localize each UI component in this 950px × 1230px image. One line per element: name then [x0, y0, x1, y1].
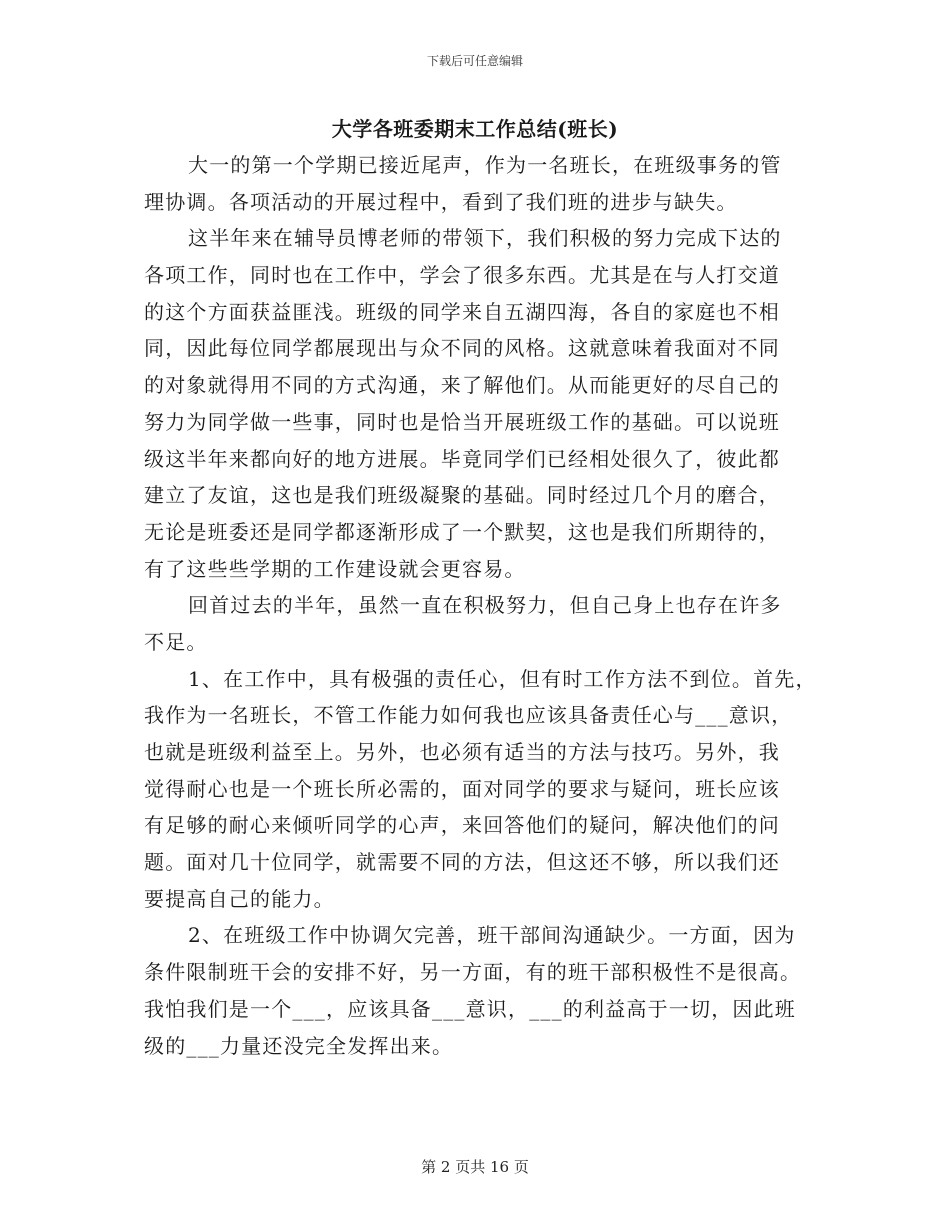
- paragraph-line: 有了这些些学期的工作建设就会更容易。: [144, 556, 526, 581]
- page-footer: 第 2 页共 16 页: [421, 1158, 529, 1176]
- paragraph-line: 条件限制班干会的安排不好，另一方面，有的班干部积极性不是很高。: [144, 960, 802, 985]
- paragraph-line: 努力为同学做一些事，同时也是恰当开展班级工作的基础。可以说班: [144, 409, 780, 434]
- paragraph-line: 理协调。各项活动的开展过程中，看到了我们班的进步与缺失。: [144, 189, 738, 214]
- paragraph-line: 我怕我们是一个___，应该具备___意识，___的利益高于一切，因此班: [144, 996, 796, 1021]
- paragraph-line: 级的___力量还没完全发挥出来。: [144, 1033, 454, 1058]
- paragraph-line: 回首过去的半年，虽然一直在积极努力，但自己身上也存在许多: [188, 593, 782, 618]
- paragraph-line: 也就是班级利益至上。另外，也必须有适当的方法与技巧。另外，我: [144, 740, 780, 764]
- paragraph-line: 的对象就得用不同的方式沟通，来了解他们。从而能更好的尽自己的: [144, 373, 780, 398]
- paragraph-line: 级这半年来都向好的地方进展。毕竟同学们已经相处很久了，彼此都: [144, 446, 780, 471]
- paragraph-line: 不足。: [144, 629, 208, 654]
- paragraph-line: 各项工作，同时也在工作中，学会了很多东西。尤其是在与人打交道: [144, 263, 780, 288]
- paragraph-line: 的这个方面获益匪浅。班级的同学来自五湖四海，各自的家庭也不相: [144, 299, 780, 324]
- paragraph-line: 1、在工作中，具有极强的责任心，但有时工作方法不到位。首先，: [188, 666, 817, 691]
- paragraph-line: 建立了友谊，这也是我们班级凝聚的基础。同时经过几个月的磨合，: [144, 483, 780, 508]
- header-note: 下载后可任意编辑: [426, 54, 523, 68]
- document-title: 大学各班委期末工作总结(班长): [331, 117, 619, 141]
- paragraph-line: 无论是班委还是同学都逐渐形成了一个默契，这也是我们所期待的，: [144, 519, 780, 544]
- paragraph-line: 同，因此每位同学都展现出与众不同的风格。这就意味着我面对不同: [144, 336, 780, 361]
- paragraph-line: 觉得耐心也是一个班长所必需的，面对同学的要求与疑问，班长应该: [144, 776, 780, 801]
- paragraph-line: 有足够的耐心来倾听同学的心声，来回答他们的疑问，解决他们的问: [144, 813, 780, 838]
- paragraph-line: 这半年来在辅导员博老师的带领下，我们积极的努力完成下达的: [188, 226, 782, 251]
- paragraph-line: 2、在班级工作中协调欠完善，班干部间沟通缺少。一方面，因为: [188, 923, 796, 948]
- paragraph-line: 要提高自己的能力。: [144, 886, 335, 911]
- paragraph-line: 我作为一名班长，不管工作能力如何我也应该具备责任心与___意识，: [144, 703, 793, 728]
- paragraph-line: 题。面对几十位同学，就需要不同的方法，但这还不够，所以我们还: [144, 850, 780, 875]
- paragraph-line: 大一的第一个学期已接近尾声，作为一名班长，在班级事务的管: [188, 153, 782, 177]
- document-body: [144, 147, 824, 1064]
